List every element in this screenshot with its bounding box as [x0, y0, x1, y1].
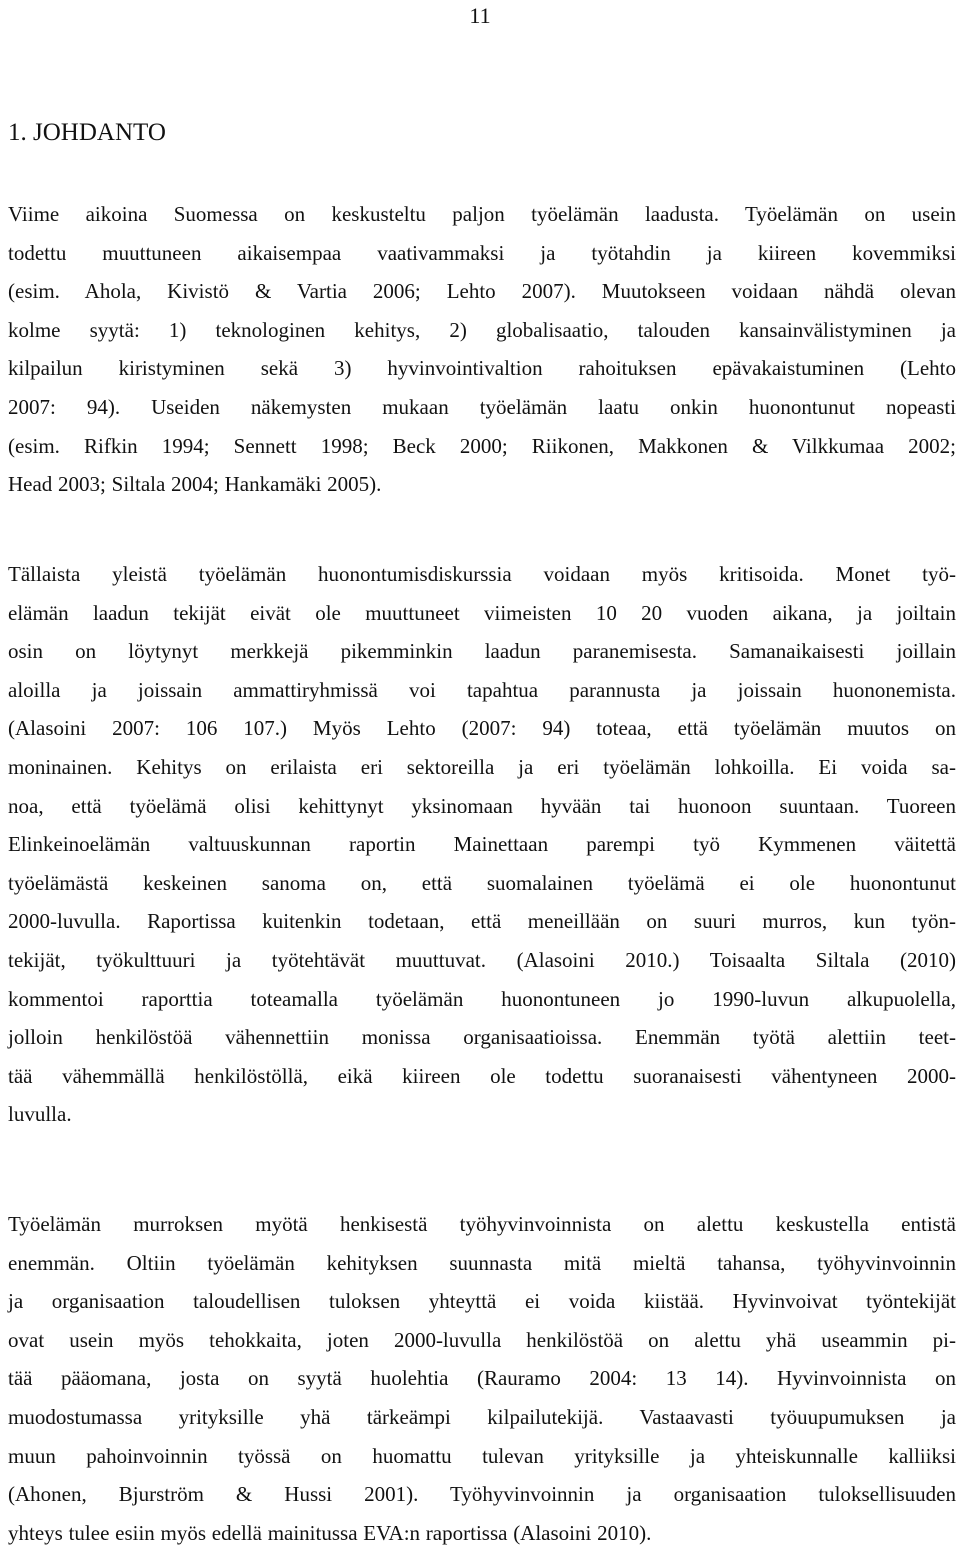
- paragraph-line: ja organisaation taloudellisen tuloksen yhteyttä ei voida kiistää. Hyvinvoivat työntekijät: [8, 1289, 956, 1314]
- paragraph-line: muun pahoinvoinnin työssä on huomattu tulevan yrityksille ja yhteiskunnalle kalliiksi: [8, 1443, 956, 1468]
- paragraph-line: Tällaista yleistä työelämän huonontumisdiskurssia voidaan myös kritisoida. Monet työ-: [8, 562, 956, 586]
- paragraph-line: yhteys tulee esiin myös edellä mainitussa EVA:n raportissa (Alasoini 2010).: [8, 1520, 652, 1545]
- paragraph-line: enemmän. Oltiin työelämän kehityksen suunnasta mitä mieltä tahansa, työhyvinvoinnin: [8, 1250, 956, 1275]
- paragraph-line: jolloin henkilöstöä vähennettiin monissa organisaatioissa. Enemmän työtä alettiin teet-: [8, 1025, 956, 1050]
- paragraph-3: [8, 1205, 956, 1552]
- paragraph-line: kolme syytä: 1) teknologinen kehitys, 2) globalisaatio, talouden kansainvälistyminen ja: [8, 317, 956, 342]
- paragraph-line: (Alasoini 2007: 106 107.) Myös Lehto (2007: 94) toteaa, että työelämän muutos on: [8, 716, 956, 741]
- paragraph-line: moninainen. Kehitys on erilaista eri sektoreilla ja eri työelämän lohkoilla. Ei voida sa-: [8, 754, 956, 779]
- paragraph-line: (esim. Ahola, Kivistö & Vartia 2006; Lehto 2007). Muutokseen voidaan nähdä olevan: [8, 279, 956, 304]
- paragraph-line: tää vähemmällä henkilöstöllä, eikä kiireen ole todettu suoranaisesti vähentyneen 2000-: [8, 1063, 956, 1088]
- paragraph-1: [8, 195, 956, 504]
- paragraph-line: Head 2003; Siltala 2004; Hankamäki 2005).: [8, 472, 382, 497]
- paragraph-line: kilpailun kiristyminen sekä 3) hyvinvointivaltion rahoituksen epävakaistuminen (Lehto: [8, 356, 956, 381]
- paragraph-line: ovat usein myös tehokkaita, joten 2000-luvulla henkilöstöä on alettu yhä useammin pi-: [8, 1327, 956, 1352]
- paragraph-line: Elinkeinoelämän valtuuskunnan raportin Mainettaan parempi työ Kymmenen väitettä: [8, 832, 956, 857]
- section-heading: 1. JOHDANTO: [8, 119, 166, 146]
- paragraph-line: (Ahonen, Bjurström & Hussi 2001). Työhyvinvoinnin ja organisaation tuloksellisuuden: [8, 1482, 956, 1507]
- paragraph-line: aloilla ja joissain ammattiryhmissä voi tapahtua parannusta ja joissain huononemista.: [8, 677, 956, 702]
- paragraph-line: osin on löytynyt merkkejä pikemminkin laadun paranemisesta. Samanaikaisesti joillain: [8, 639, 956, 664]
- paragraph-line: luvulla.: [8, 1102, 72, 1127]
- paragraph-line: todettu muuttuneen aikaisempaa vaativammaksi ja työtahdin ja kiireen kovemmiksi: [8, 240, 956, 265]
- paragraph-line: muodostumassa yrityksille yhä tärkeämpi kilpailutekijä. Vastaavasti työuupumuksen ja: [8, 1404, 956, 1429]
- paragraph-line: Työelämän murroksen myötä henkisestä työhyvinvoinnista on alettu keskustella entistä: [8, 1212, 956, 1236]
- paragraph-line: tekijät, työkulttuuri ja työtehtävät muuttuvat. (Alasoini 2010.) Toisaalta Siltala (2010): [8, 947, 956, 972]
- paragraph-line: 2000-luvulla. Raportissa kuitenkin todetaan, että meneillään on suuri murros, kun työn-: [8, 909, 956, 934]
- paragraph-2: [8, 555, 956, 1134]
- paragraph-line: 2007: 94). Useiden näkemysten mukaan työelämän laatu onkin huonontunut nopeasti: [8, 394, 956, 419]
- paragraph-line: elämän laadun tekijät eivät ole muuttuneet viimeisten 10 20 vuoden aikana, ja joiltain: [8, 600, 956, 625]
- paragraph-line: tää pääomana, josta on syytä huolehtia (Rauramo 2004: 13 14). Hyvinvoinnista on: [8, 1366, 956, 1391]
- paragraph-line: noa, että työelämä olisi kehittynyt yksinomaan hyvään tai huonoon suuntaan. Tuoreen: [8, 793, 956, 818]
- page-number: 11: [469, 3, 491, 28]
- paragraph-line: kommentoi raporttia toteamalla työelämän huonontuneen jo 1990-luvun alkupuolella,: [8, 986, 956, 1011]
- paragraph-line: (esim. Rifkin 1994; Sennett 1998; Beck 2000; Riikonen, Makkonen & Vilkkumaa 2002;: [8, 433, 956, 458]
- paragraph-line: työelämästä keskeinen sanoma on, että suomalainen työelämä ei ole huonontunut: [8, 870, 956, 895]
- paragraph-line: Viime aikoina Suomessa on keskusteltu paljon työelämän laadusta. Työelämän on usein: [8, 202, 956, 226]
